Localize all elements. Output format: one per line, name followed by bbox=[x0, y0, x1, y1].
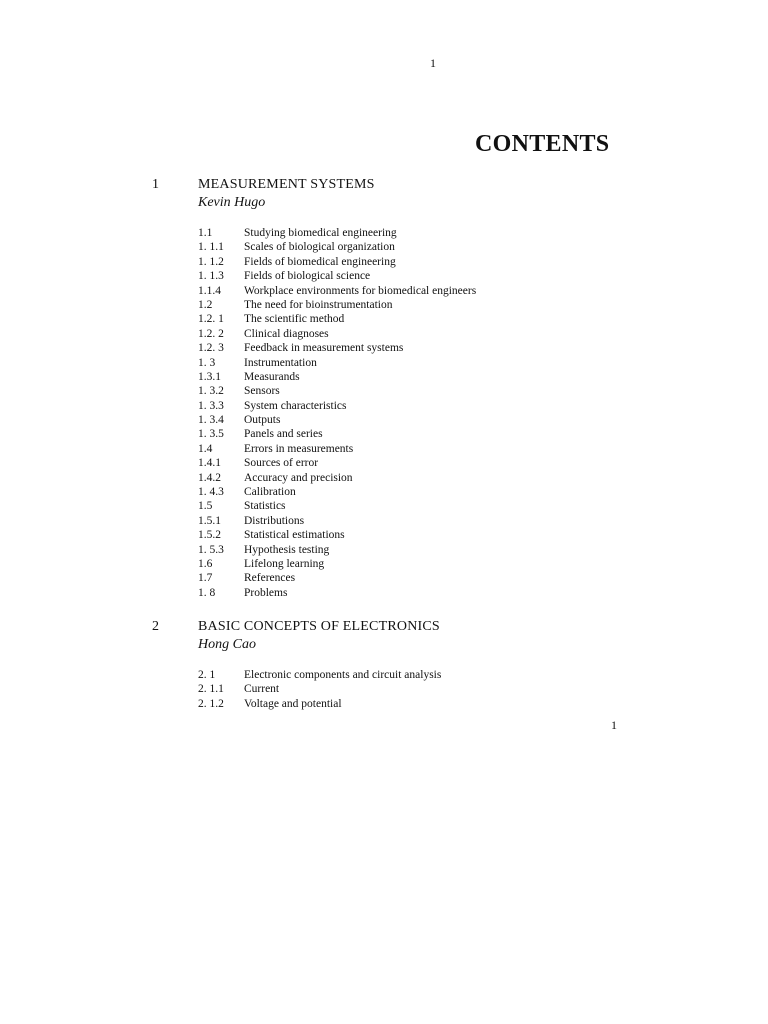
section-title: Current bbox=[244, 683, 280, 696]
section-number: 2. 1.2 bbox=[198, 697, 224, 710]
chapter-title: MEASUREMENT SYSTEMS bbox=[198, 177, 375, 192]
section-title: Workplace environments for biomedical engineers bbox=[244, 284, 477, 297]
chapter-author: Kevin Hugo bbox=[198, 195, 266, 210]
section-row bbox=[198, 427, 476, 441]
contents-heading: CONTENTS bbox=[475, 131, 610, 157]
section-title: Sources of error bbox=[244, 457, 319, 470]
section-row bbox=[198, 327, 476, 341]
section-row bbox=[198, 456, 476, 470]
chapter-author: Hong Cao bbox=[198, 637, 256, 652]
section-number: 1.3.1 bbox=[198, 370, 221, 383]
section-title: Fields of biological science bbox=[244, 270, 371, 283]
section-row bbox=[198, 298, 476, 312]
section-title: Clinical diagnoses bbox=[244, 327, 329, 340]
section-number: 1. 3.5 bbox=[198, 428, 224, 441]
section-number: 1.5.2 bbox=[198, 529, 221, 542]
section-number: 1.2 bbox=[198, 298, 213, 311]
section-list bbox=[198, 668, 441, 711]
section-row bbox=[198, 543, 476, 557]
section-row bbox=[198, 312, 476, 326]
chapter-number: 2 bbox=[152, 619, 159, 634]
section-title: Calibration bbox=[244, 486, 296, 499]
section-row bbox=[198, 370, 476, 384]
section-number: 1. 3.2 bbox=[198, 385, 224, 398]
section-number: 2. 1 bbox=[198, 669, 216, 681]
chapter-title: BASIC CONCEPTS OF ELECTRONICS bbox=[198, 619, 440, 634]
section-title: Errors in measurements bbox=[244, 442, 354, 455]
section-title: Scales of biological organization bbox=[244, 241, 395, 254]
section-title: Electronic components and circuit analysis bbox=[244, 669, 442, 681]
section-number: 1. 8 bbox=[198, 586, 216, 599]
section-row bbox=[198, 226, 476, 240]
section-number: 1. 3.4 bbox=[198, 414, 224, 427]
section-number: 1.5 bbox=[198, 500, 213, 513]
section-row bbox=[198, 528, 476, 542]
section-number: 1. 1.1 bbox=[198, 241, 224, 254]
section-title: Studying biomedical engineering bbox=[244, 227, 397, 239]
section-number: 1. 3.3 bbox=[198, 399, 224, 412]
section-title: System characteristics bbox=[244, 399, 347, 412]
section-number: 1.2. 2 bbox=[198, 327, 224, 340]
section-row bbox=[198, 471, 476, 485]
section-row bbox=[198, 557, 476, 571]
section-row bbox=[198, 586, 476, 600]
section-number: 1.6 bbox=[198, 557, 213, 570]
section-row bbox=[198, 682, 441, 696]
section-number: 1. 4.3 bbox=[198, 486, 224, 499]
section-title: Hypothesis testing bbox=[244, 543, 330, 556]
section-number: 1.2. 1 bbox=[198, 313, 224, 326]
section-number: 1.1.4 bbox=[198, 284, 221, 297]
chapter-number: 1 bbox=[152, 177, 159, 192]
section-title: Fields of biomedical engineering bbox=[244, 255, 396, 268]
bottom-page-number: 1 bbox=[611, 718, 617, 732]
section-title: Lifelong learning bbox=[244, 557, 325, 570]
section-title: Distributions bbox=[244, 514, 305, 527]
section-number: 2. 1.1 bbox=[198, 683, 224, 696]
section-row bbox=[198, 284, 476, 298]
section-title: Problems bbox=[244, 586, 288, 599]
section-number: 1.4.2 bbox=[198, 471, 221, 484]
section-row bbox=[198, 269, 476, 283]
section-row bbox=[198, 697, 441, 711]
section-title: Statistics bbox=[244, 500, 286, 513]
section-number: 1.2. 3 bbox=[198, 342, 224, 355]
section-number: 1. 1.3 bbox=[198, 270, 224, 283]
section-title: Measurands bbox=[244, 370, 300, 383]
section-row bbox=[198, 341, 476, 355]
section-row bbox=[198, 442, 476, 456]
section-list bbox=[198, 226, 476, 600]
section-row bbox=[198, 514, 476, 528]
section-row bbox=[198, 499, 476, 513]
section-row bbox=[198, 571, 476, 585]
section-title: Outputs bbox=[244, 414, 281, 427]
section-number: 1.4.1 bbox=[198, 457, 221, 470]
section-row bbox=[198, 356, 476, 370]
section-title: References bbox=[244, 572, 296, 585]
section-row bbox=[198, 668, 441, 682]
section-number: 1.7 bbox=[198, 572, 213, 585]
section-number: 1.1 bbox=[198, 227, 213, 239]
section-title: Accuracy and precision bbox=[244, 471, 353, 484]
section-number: 1. 1.2 bbox=[198, 255, 224, 268]
section-title: Sensors bbox=[244, 385, 280, 398]
section-title: Voltage and potential bbox=[244, 697, 342, 710]
section-row bbox=[198, 485, 476, 499]
top-page-number: 1 bbox=[430, 56, 436, 70]
section-title: Panels and series bbox=[244, 428, 323, 441]
section-title: Instrumentation bbox=[244, 356, 317, 369]
section-title: The scientific method bbox=[244, 313, 345, 326]
section-row bbox=[198, 413, 476, 427]
section-row bbox=[198, 240, 476, 254]
section-row bbox=[198, 255, 476, 269]
section-row bbox=[198, 384, 476, 398]
section-number: 1. 5.3 bbox=[198, 543, 224, 556]
section-row bbox=[198, 399, 476, 413]
section-title: Feedback in measurement systems bbox=[244, 342, 404, 355]
section-title: The need for bioinstrumentation bbox=[244, 298, 393, 311]
section-number: 1. 3 bbox=[198, 356, 216, 369]
section-number: 1.4 bbox=[198, 442, 213, 455]
section-number: 1.5.1 bbox=[198, 514, 221, 527]
section-title: Statistical estimations bbox=[244, 529, 345, 542]
